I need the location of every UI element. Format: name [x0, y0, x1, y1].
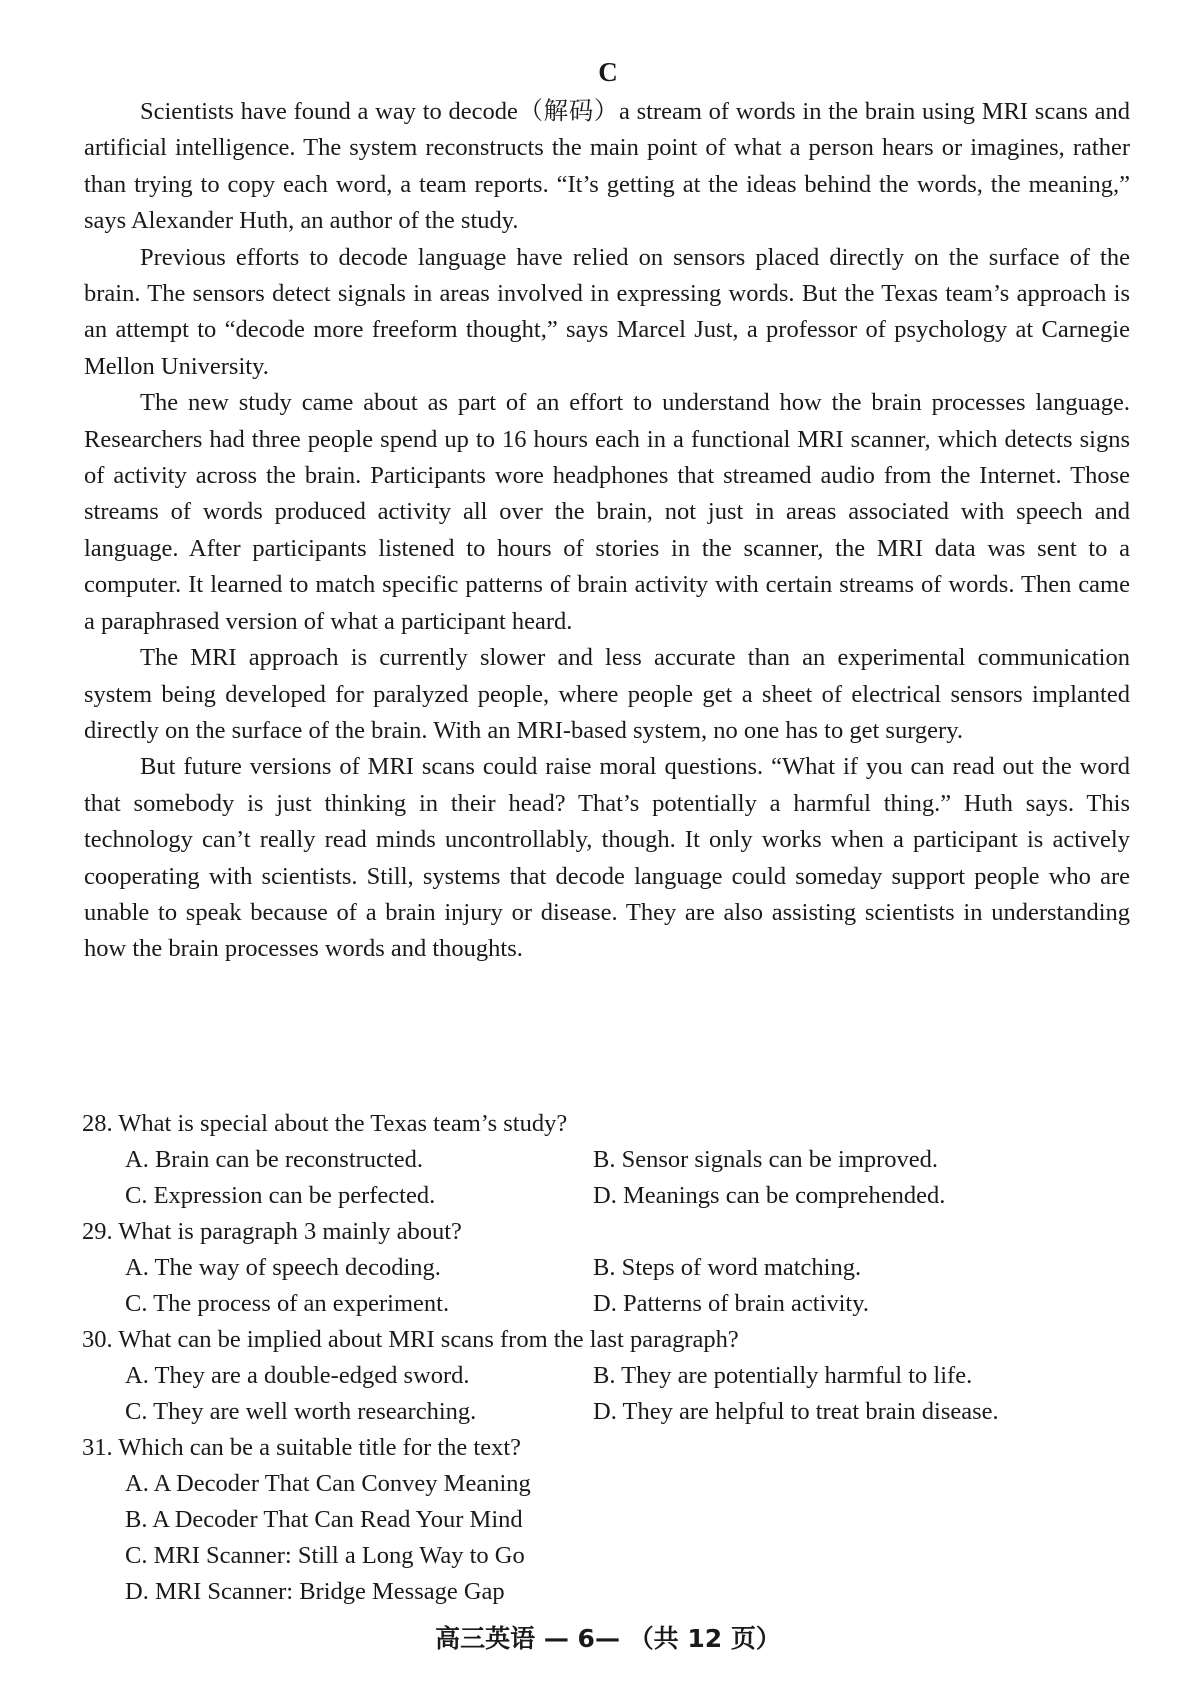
option-d: D. Patterns of brain activity. — [593, 1290, 870, 1317]
option-a: A. The way of speech decoding. — [125, 1254, 441, 1281]
options — [82, 1358, 1132, 1430]
paragraph: Scientists have found a way to decode（解码）a stream of words in the brain using MRI scans and artificial intelligence. The system reconstructs the main point of what a person hears or imagines, rather than trying to copy each word, a team reports. “It’s getting at the ideas behind the words, the meaning,” says Alexander Huth, an author of the study. — [84, 98, 1130, 235]
paragraph: The MRI approach is currently slower and less accurate than an experimental communication system being developed for paralyzed people, where people get a sheet of electrical sensors implanted directly on the surface of the brain. With an MRI-based system, no one has to get surgery. — [84, 644, 1130, 744]
paragraph: Previous efforts to decode language have relied on sensors placed directly on the surface of the brain. The sensors detect signals in areas involved in expressing words. But the Texas team’s approach is an attempt to “decode more freeform thought,” says Marcel Just, a professor of psychology at Carnegie Mellon University. — [84, 243, 1130, 380]
question-stem: 31. Which can be a suitable title for the text? — [82, 1434, 522, 1461]
question-list — [82, 1106, 1132, 1610]
question-stem: 30. What can be implied about MRI scans from the last paragraph? — [82, 1326, 739, 1353]
options — [82, 1250, 1132, 1322]
reading-passage — [84, 94, 1130, 968]
option-c: C. They are well worth researching. — [125, 1398, 477, 1425]
question-stem: 29. What is paragraph 3 mainly about? — [82, 1218, 462, 1245]
question-30 — [82, 1322, 1132, 1430]
option-d: D. Meanings can be comprehended. — [593, 1182, 946, 1209]
option-b: B. Steps of word matching. — [593, 1254, 862, 1281]
page-footer: 高三英语 — 6— （共 12 页） — [435, 1624, 781, 1653]
option-d: D. MRI Scanner: Bridge Message Gap — [125, 1578, 505, 1605]
option-a: A. A Decoder That Can Convey Meaning — [125, 1470, 531, 1497]
option-d: D. They are helpful to treat brain disease. — [593, 1398, 999, 1425]
option-c: C. Expression can be perfected. — [125, 1182, 436, 1209]
paragraph: But future versions of MRI scans could raise moral questions. “What if you can read out the word that somebody is just thinking in their head? That’s potentially a harmful thing.” Huth says. This technology can’t really read minds uncontrollably, though. It only works when a participant is actively cooperating with scientists. Still, systems that decode language could someday support people who are unable to speak because of a brain injury or disease. They are also assisting scientists in understanding how the brain processes words and thoughts. — [84, 753, 1130, 963]
options — [82, 1142, 1132, 1214]
option-a: A. Brain can be reconstructed. — [125, 1146, 423, 1173]
option-b: B. They are potentially harmful to life. — [593, 1362, 973, 1389]
option-b: B. A Decoder That Can Read Your Mind — [125, 1506, 523, 1533]
question-31 — [82, 1430, 1132, 1610]
option-c: C. MRI Scanner: Still a Long Way to Go — [125, 1542, 525, 1569]
question-stem: 28. What is special about the Texas team’s study? — [82, 1110, 568, 1137]
question-28 — [82, 1106, 1132, 1214]
section-letter: C — [598, 57, 618, 87]
option-c: C. The process of an experiment. — [125, 1290, 450, 1317]
option-b: B. Sensor signals can be improved. — [593, 1146, 938, 1173]
options — [82, 1466, 1132, 1610]
paragraph: The new study came about as part of an effort to understand how the brain processes language. Researchers had three people spend up to 16 hours each in a functional MRI scanner, which detects signs of activity across the brain. Participants wore headphones that streamed audio from the Internet. Those streams of words produced activity all over the brain, not just in areas associated with speech and language. After participants listened to hours of stories in the scanner, the MRI data was sent to a computer. It learned to match specific patterns of brain activity with certain streams of words. Then came a paraphrased version of what a participant heard. — [84, 389, 1130, 635]
question-29 — [82, 1214, 1132, 1322]
option-a: A. They are a double-edged sword. — [125, 1362, 470, 1389]
